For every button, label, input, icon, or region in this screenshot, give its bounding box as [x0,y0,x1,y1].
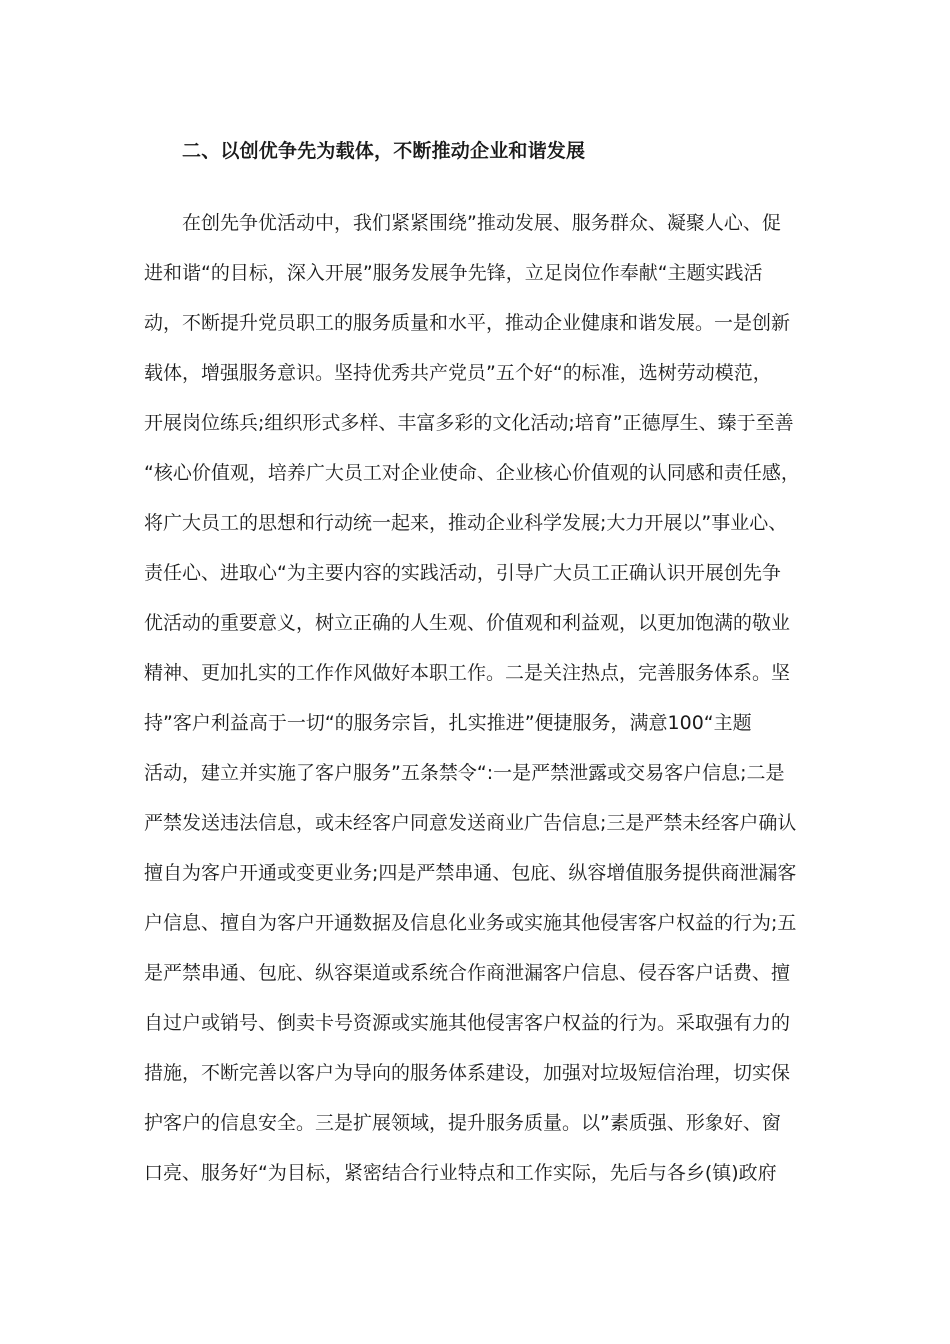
text-line: 口亮、服务好“为目标，紧密结合行业特点和工作实际，先后与各乡(镇)政府 [144,1162,777,1184]
text-line: 优活动的重要意义，树立正确的人生观、价值观和利益观，以更加饱满的敬业 [144,612,791,634]
text-line: 严禁发送违法信息，或未经客户同意发送商业广告信息;三是严禁未经客户确认 [144,812,797,834]
text-line: 持”客户利益高于一切“的服务宗旨，扎实推进”便捷服务，满意100“主题 [144,712,752,734]
text-line: 将广大员工的思想和行动统一起来，推动企业科学发展;大力开展以”事业心、 [144,512,788,534]
text-line: 精神、更加扎实的工作作风做好本职工作。二是关注热点，完善服务体系。坚 [144,662,791,684]
text-line: 自过户或销号、倒卖卡号资源或实施其他侵害客户权益的行为。采取强有力的 [144,1012,791,1034]
text-line: 责任心、进取心“为主要内容的实践活动，引导广大员工正确认识开展创先争 [144,562,781,584]
text-line: 护客户的信息安全。三是扩展领域，提升服务质量。以”素质强、形象好、窗 [144,1112,781,1134]
text-line: 户信息、擅自为客户开通数据及信息化业务或实施其他侵害客户权益的行为;五 [144,912,797,934]
text-line: “核心价值观，培养广大员工对企业使命、企业核心价值观的认同感和责任感， [144,462,800,484]
text-line: 动，不断提升党员职工的服务质量和水平，推动企业健康和谐发展。一是创新 [144,312,791,334]
text-line: 载体，增强服务意识。坚持优秀共产党员”五个好“的标准，选树劳动模范， [144,362,772,384]
body-paragraph [144,206,814,1206]
section-heading: 二、以创优争先为载体，不断推动企业和谐发展 [182,140,586,162]
text-line: 进和谐“的目标，深入开展”服务发展争先锋，立足岗位作奉献“主题实践活 [144,262,763,284]
text-line: 开展岗位练兵;组织形式多样、丰富多彩的文化活动;培育”正德厚生、臻于至善 [144,412,794,434]
text-line: 在创先争优活动中，我们紧紧围绕”推动发展、服务群众、凝聚人心、促 [182,212,781,234]
text-line: 措施，不断完善以客户为导向的服务体系建设，加强对垃圾短信治理，切实保 [144,1062,791,1084]
text-line: 活动，建立并实施了客户服务”五条禁令“:一是严禁泄露或交易客户信息;二是 [144,762,785,784]
text-line: 擅自为客户开通或变更业务;四是严禁串通、包庇、纵容增值服务提供商泄漏客 [144,862,797,884]
text-line: 是严禁串通、包庇、纵容渠道或系统合作商泄漏客户信息、侵吞客户话费、擅 [144,962,791,984]
